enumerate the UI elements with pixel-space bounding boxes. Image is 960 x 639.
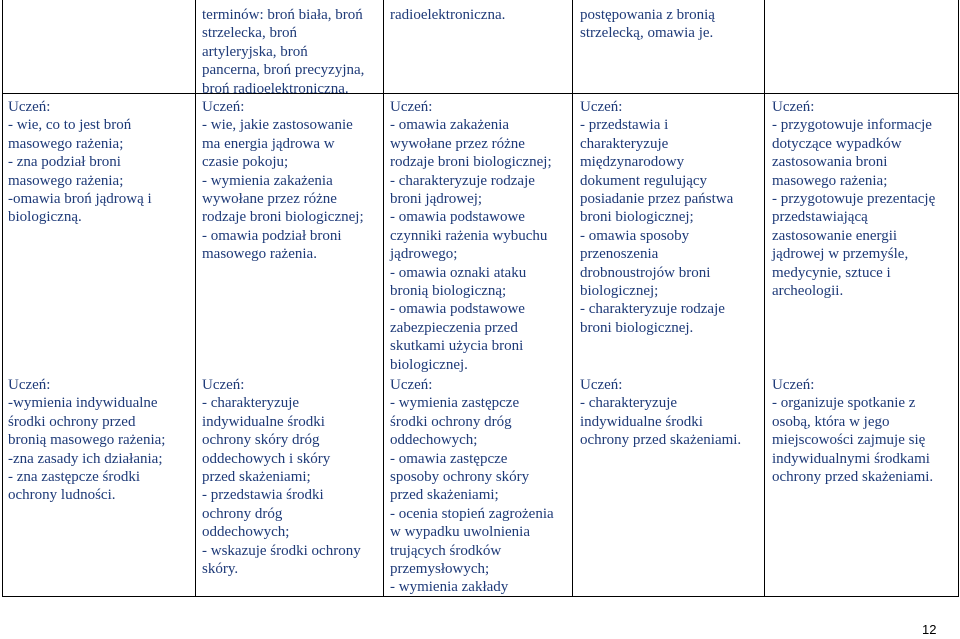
cell-top-col4: postępowania z bronią strzelecką, omawia je. [580,7,715,42]
cell-top-col2: terminów: broń biała, broń strzelecka, broń artyleryjska, broń pancerna, broń precyzyjna, broń radioelektroniczna. [202,7,365,97]
table-border [764,0,765,597]
page-number: 12 [922,622,937,637]
cell-bottom-col5: Uczeń: - organizuje spotkanie z osobą, która w jego miejscowości zajmuje się indywidualnymi środkami ochrony przed skażeniami. [772,377,934,486]
cell-bottom-col1: Uczeń: -wymienia indywidualne środki ochrony przed bronią masowego rażenia; -zna zasady ich działania; - zna zastępcze środki ochrony ludności. [8,377,166,504]
cell-bottom-col3: Uczeń: - wymienia zastępcze środki ochrony dróg oddechowych; - omawia zastępcze sposoby ochrony skóry przed skażeniami; - ocenia stopień zagrożenia w wypadku uwolnienia trujących środków przemysłowych; - wymienia zakłady [390,377,554,596]
cell-top-col3: radioelektroniczna. [390,7,506,23]
cell-bottom-col2: Uczeń: - charakteryzuje indywidualne środki ochrony skóry dróg oddechowych i skóry przed skażeniami; - przedstawia środki ochrony dróg oddechowych; - wskazuje środki ochrony skóry. [202,377,361,578]
table-border [2,0,3,597]
cell-middle-col5: Uczeń: - przygotowuje informacje dotyczące wypadków zastosowania broni masowego rażenia; - przygotowuje prezentację przedstawiającą zastosowanie energii jądrowej w przemyśle, medycynie, sztuce i archeologii. [772,99,936,300]
table-border [383,0,384,597]
table-border [195,0,196,597]
cell-middle-col3: Uczeń: - omawia zakażenia wywołane przez różne rodzaje broni biologicznej; - charakteryzuje rodzaje broni jądrowej; - omawia podstawowe czynniki rażenia wybuchu jądrowego; - omawia oznaki ataku bronią biologiczną; - omawia podstawowe zabezpieczenia przed skutkami użycia broni biologicznej. [390,99,552,373]
cell-middle-col4: Uczeń: - przedstawia i charakteryzuje międzynarodowy dokument regulujący posiadanie przez państwa broni biologicznej; - omawia sposoby przenoszenia drobnoustrojów broni biologicznej; - charakteryzuje rodzaje broni biologicznej. [580,99,734,336]
cell-middle-col2: Uczeń: - wie, jakie zastosowanie ma energia jądrowa w czasie pokoju; - wymienia zakażenia wywołane przez różne rodzaje broni biologicznej; - omawia podział broni masowego rażenia. [202,99,364,263]
row-divider [195,596,958,597]
row-divider [2,596,195,597]
cell-middle-col1: Uczeń: - wie, co to jest broń masowego rażenia; - zna podział broni masowego rażenia; -omawia broń jądrową i biologiczną. [8,99,152,226]
table-border [572,0,573,597]
table-border [958,0,959,597]
cell-bottom-col4: Uczeń: - charakteryzuje indywidualne środki ochrony przed skażeniami. [580,377,742,449]
row-divider [2,93,958,94]
